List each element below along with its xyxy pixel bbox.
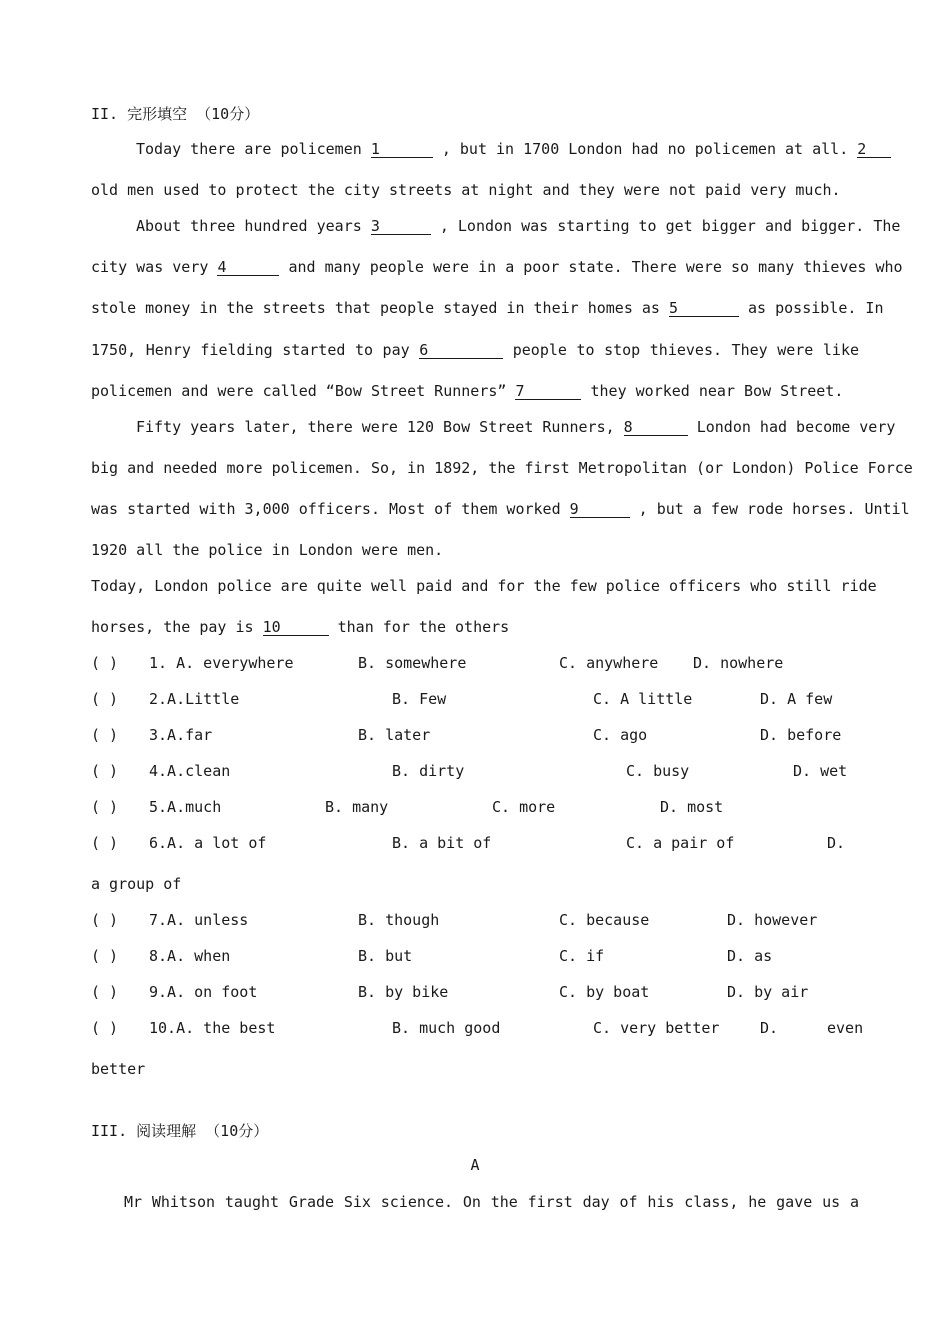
- blank-6: 6: [419, 342, 503, 359]
- option-d-continued: better: [91, 1060, 146, 1078]
- option-d: D.: [760, 1019, 779, 1037]
- option-b: B. later: [358, 726, 431, 744]
- option-b: B. but: [358, 947, 413, 965]
- option-d: D. by air: [727, 983, 809, 1001]
- blank-10: 10: [263, 619, 329, 636]
- option-a: 4.A.clean: [149, 762, 231, 780]
- blank-9: 9: [570, 501, 630, 518]
- question-row: [91, 947, 859, 967]
- option-c: C. more: [492, 798, 556, 816]
- question-row: [91, 834, 859, 854]
- option-b: B. by bike: [358, 983, 449, 1001]
- question-row: [91, 911, 859, 931]
- option-a: 2.A.Little: [149, 690, 240, 708]
- blank-5: 5: [669, 300, 739, 317]
- passage-line: policemen and were called “Bow Street Runners” 7 they worked near Bow Street.: [91, 382, 844, 400]
- question-wrap: [91, 1060, 859, 1080]
- option-d: D. nowhere: [693, 654, 784, 672]
- question-row: [91, 690, 859, 710]
- option-c: C. ago: [593, 726, 648, 744]
- question-row: [91, 1019, 864, 1039]
- answer-bracket: ( ): [91, 983, 119, 1001]
- passage-line: 1920 all the police in London were men.: [91, 541, 444, 559]
- option-a: 9.A. on foot: [149, 983, 258, 1001]
- answer-bracket: ( ): [91, 654, 119, 672]
- passage-line: big and needed more policemen. So, in 1892, the first Metropolitan (or London) Police Force: [91, 459, 913, 477]
- option-d: D.: [827, 834, 846, 852]
- option-a: 8.A. when: [149, 947, 231, 965]
- option-c: C. A little: [593, 690, 693, 708]
- option-a: 5.A.much: [149, 798, 222, 816]
- option-b: B. much good: [392, 1019, 501, 1037]
- option-d: D. before: [760, 726, 842, 744]
- option-b: B. dirty: [392, 762, 465, 780]
- passage-line: city was very 4 and many people were in a poor state. There were so many thieves who: [91, 258, 903, 276]
- option-a: 1. A. everywhere: [149, 654, 294, 672]
- question-row: [91, 762, 859, 782]
- option-c: C. if: [559, 947, 605, 965]
- option-d: D. A few: [760, 690, 833, 708]
- option-b: B. somewhere: [358, 654, 467, 672]
- blank-8: 8: [624, 419, 688, 436]
- option-c: C. very better: [593, 1019, 720, 1037]
- option-c: C. because: [559, 911, 650, 929]
- answer-bracket: ( ): [91, 1019, 119, 1037]
- question-row: [91, 726, 859, 746]
- passage-line: old men used to protect the city streets at night and they were not paid very much.: [91, 181, 841, 199]
- answer-bracket: ( ): [91, 726, 119, 744]
- passage-line: was started with 3,000 officers. Most of them worked 9 , but a few rode horses. Until: [91, 500, 910, 518]
- option-b: B. though: [358, 911, 440, 929]
- blank-4: 4: [217, 259, 279, 276]
- question-row: [91, 983, 859, 1003]
- blank-3: 3: [371, 218, 431, 235]
- passage-line: Mr Whitson taught Grade Six science. On the first day of his class, he gave us a: [124, 1193, 859, 1211]
- option-a: 3.A.far: [149, 726, 213, 744]
- option-b: B. a bit of: [392, 834, 492, 852]
- blank-2: 2: [857, 141, 891, 158]
- option-d: D. most: [660, 798, 724, 816]
- answer-bracket: ( ): [91, 762, 119, 780]
- option-a: 10.A. the best: [149, 1019, 276, 1037]
- question-wrap: [91, 875, 859, 895]
- passage-line: Today there are policemen 1 , but in 1700 London had no policemen at all. 2: [91, 139, 859, 159]
- option-c: C. busy: [626, 762, 690, 780]
- option-d-continued: a group of: [91, 875, 182, 893]
- option-d: D. as: [727, 947, 773, 965]
- answer-bracket: ( ): [91, 947, 119, 965]
- section-2-title: II. 完形填空 （10分）: [91, 105, 260, 123]
- passage-line: Fifty years later, there were 120 Bow Street Runners, 8 London had become very: [136, 418, 896, 436]
- passage-line: 1750, Henry fielding started to pay 6 people to stop thieves. They were like: [91, 341, 860, 359]
- option-d-text: even: [827, 1019, 864, 1037]
- passage-label: A: [470, 1156, 480, 1174]
- option-c: C. a pair of: [626, 834, 735, 852]
- passage-line: Today, London police are quite well paid and for the few police officers who still ride: [91, 577, 877, 595]
- passage-line: About three hundred years 3 , London was starting to get bigger and bigger. The: [136, 217, 901, 235]
- option-c: C. by boat: [559, 983, 650, 1001]
- answer-bracket: ( ): [91, 834, 119, 852]
- blank-7: 7: [515, 383, 581, 400]
- blank-1: 1: [371, 141, 433, 158]
- answer-bracket: ( ): [91, 690, 119, 708]
- answer-bracket: ( ): [91, 798, 119, 816]
- passage-line: horses, the pay is 10 than for the others: [91, 618, 510, 636]
- option-c: C. anywhere: [559, 654, 659, 672]
- option-d: D. wet: [793, 762, 848, 780]
- option-d: D. however: [727, 911, 818, 929]
- question-row: [91, 798, 859, 818]
- option-b: B. Few: [392, 690, 447, 708]
- passage-line: stole money in the streets that people stayed in their homes as 5 as possible. In: [91, 299, 884, 317]
- option-a: 7.A. unless: [149, 911, 249, 929]
- option-b: B. many: [325, 798, 389, 816]
- answer-bracket: ( ): [91, 911, 119, 929]
- question-row: [91, 654, 859, 674]
- section-3-title: III. 阅读理解 （10分）: [91, 1122, 269, 1140]
- option-a: 6.A. a lot of: [149, 834, 267, 852]
